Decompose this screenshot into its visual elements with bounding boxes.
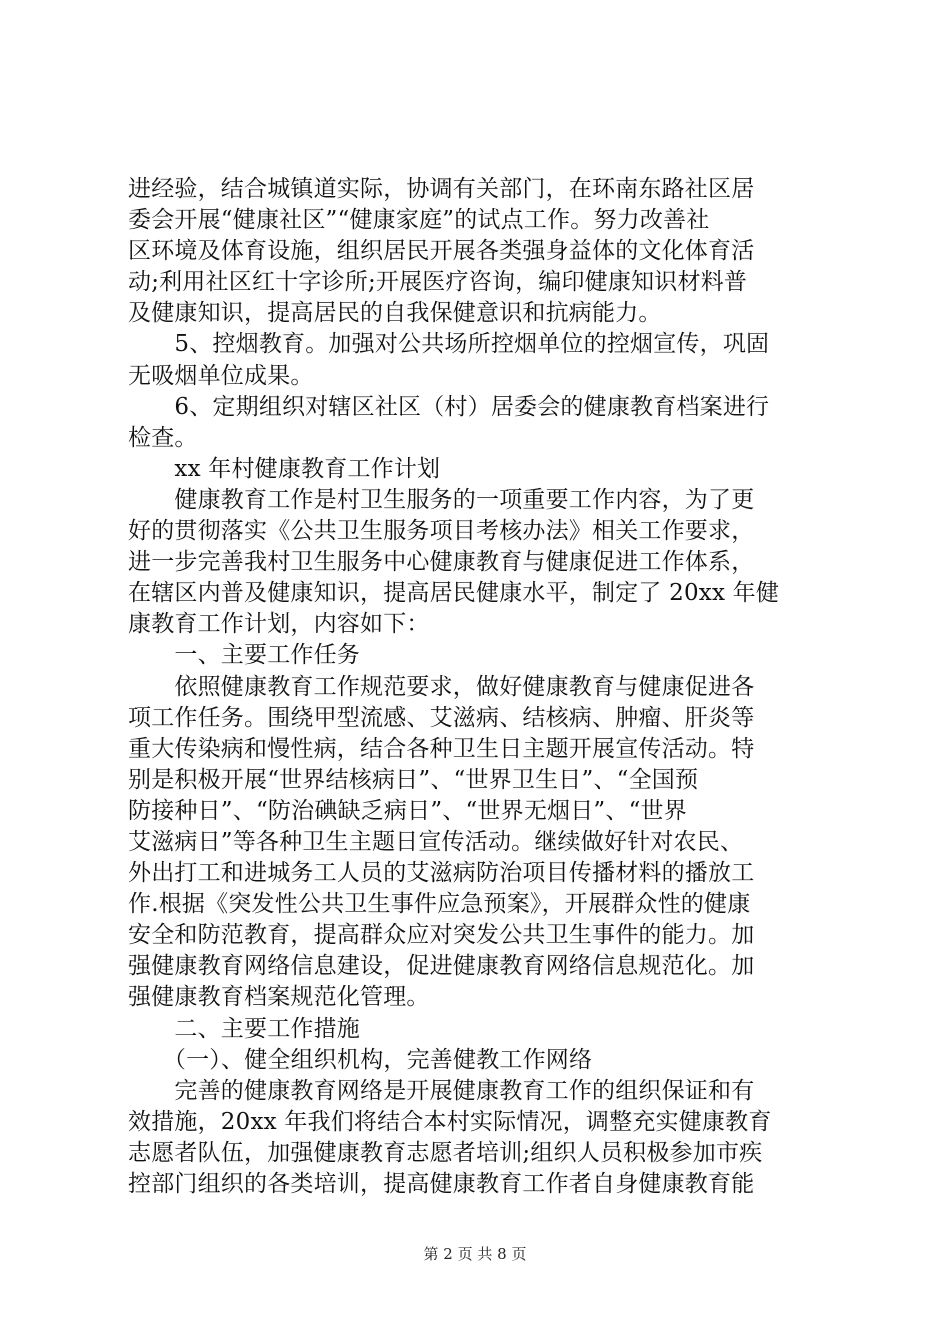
text-line: 项工作任务。围绕甲型流感、艾滋病、结核病、肿瘤、肝炎等 (128, 704, 755, 731)
text-line: 康教育工作计划，内容如下： (128, 611, 430, 638)
text-line: 无吸烟单位成果。 (128, 362, 314, 389)
text-line: 安全和防范教育，提高群众应对突发公共卫生事件的能力。加 (128, 922, 755, 949)
document-body (128, 174, 828, 1200)
text-line: 艾滋病日”等各种卫生主题日宣传活动。继续做好针对农民、 (128, 828, 744, 855)
text-line: 好的贯彻落实《公共卫生服务项目考核办法》相关工作要求， (128, 518, 755, 545)
section-heading: 二、主要工作措施 (128, 1015, 360, 1042)
text-line: 作.根据《突发性公共卫生事件应急预案》，开展群众性的健康 (128, 891, 751, 918)
text-line: 健康教育工作是村卫生服务的一项重要工作内容，为了更 (128, 486, 755, 513)
text-line: 区环境及体育设施，组织居民开展各类强身益体的文化体育活 (128, 238, 755, 265)
text-line: 5、控烟教育。加强对公共场所控烟单位的控烟宣传，巩固 (128, 331, 770, 358)
text-line: 动;利用社区红十字诊所;开展医疗咨询，编印健康知识材料普 (128, 269, 748, 296)
text-line: 依照健康教育工作规范要求，做好健康教育与健康促进各 (128, 673, 755, 700)
text-line: 进一步完善我村卫生服务中心健康教育与健康促进工作体系， (128, 549, 755, 576)
text-line: 外出打工和进城务工人员的艾滋病防治项目传播材料的播放工 (128, 860, 755, 887)
subsection-heading: （一）、健全组织机构，完善健教工作网络 (128, 1046, 593, 1073)
text-line: 控部门组织的各类培训，提高健康教育工作者自身健康教育能 (128, 1171, 755, 1197)
text-line: 效措施，20xx 年我们将结合本村实际情况，调整充实健康教育 (128, 1108, 772, 1135)
text-line: 在辖区内普及健康知识，提高居民健康水平，制定了 20xx 年健 (128, 580, 780, 607)
section-heading: xx 年村健康教育工作计划 (128, 455, 441, 482)
text-line: 防接种日”、“防治碘缺乏病日”、“世界无烟日”、“世界 (128, 797, 687, 824)
text-line: 及健康知识，提高居民的自我保健意识和抗病能力。 (128, 300, 662, 327)
text-line: 进经验，结合城镇道实际，协调有关部门，在环南东路社区居 (128, 176, 755, 202)
text-line: 检查。 (128, 424, 198, 451)
text-line: 别是积极开展“世界结核病日”、“世界卫生日”、“全国预 (128, 766, 699, 793)
page-number-footer: 第 2 页 共 8 页 (423, 1245, 527, 1263)
section-heading: 一、主要工作任务 (128, 642, 360, 669)
text-line: 委会开展“健康社区”“健康家庭”的试点工作。努力改善社 (128, 207, 710, 234)
text-line: 强健康教育档案规范化管理。 (128, 984, 430, 1011)
text-line: 6、定期组织对辖区社区（村）居委会的健康教育档案进行 (128, 393, 770, 420)
text-line: 志愿者队伍，加强健康教育志愿者培训;组织人员积极参加市疾 (128, 1139, 763, 1166)
text-line: 强健康教育网络信息建设，促进健康教育网络信息规范化。加 (128, 953, 755, 980)
text-line: 重大传染病和慢性病，结合各种卫生日主题开展宣传活动。特 (128, 735, 755, 762)
text-line: 完善的健康教育网络是开展健康教育工作的组织保证和有 (128, 1077, 755, 1104)
